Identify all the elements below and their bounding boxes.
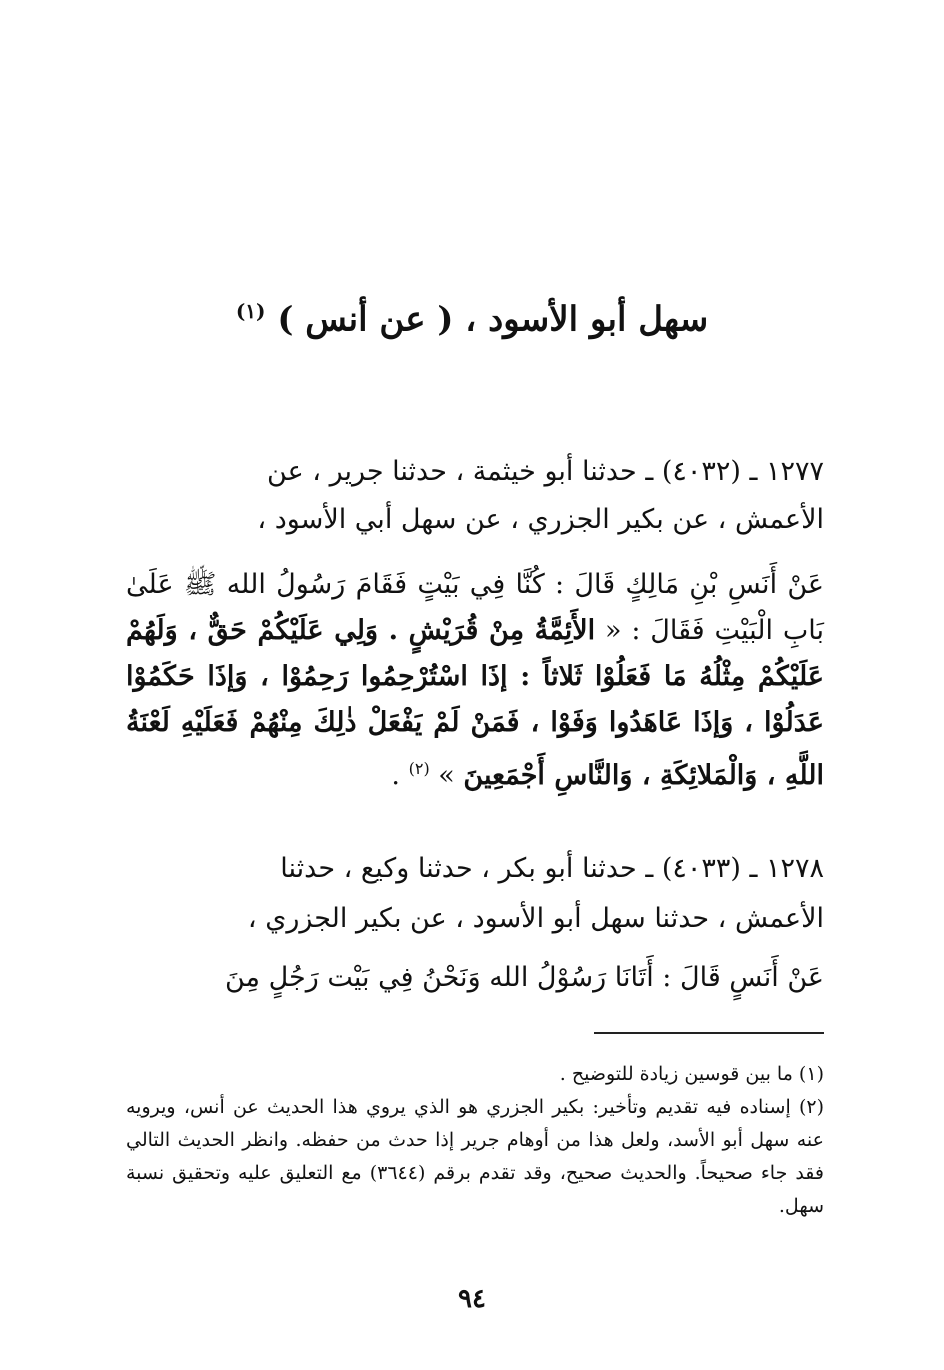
isnad-line: الأعمش ، حدثنا سهل أبو الأسود ، عن بكير الجزري ،	[247, 903, 824, 934]
isnad	[126, 844, 824, 944]
matn-end: .	[391, 760, 400, 791]
matn	[126, 954, 824, 1002]
isnad-line: ١٢٧٨ ـ (٤٠٣٣) ـ حدثنا أبو بكر ، حدثنا وكيع ، حدثنا	[280, 853, 824, 884]
footnote-separator	[594, 1032, 824, 1034]
hadith-entry-1277	[126, 448, 824, 799]
matn-intro: عَنْ أَنَسِ بْنِ مَالِكٍ قَالَ : كُنَّا فِي بَيْتٍ فَقَامَ رَسُولُ الله ﷺ عَلَىٰ بَابِ الْبَيْتِ فَقَالَ : «	[126, 569, 824, 646]
hadith-entry-1278	[126, 844, 824, 1002]
footnote-2: (٢) إسناده فيه تقديم وتأخير: بكير الجزري هو الذي يروي هذا الحديث عن أنس، ويرويه عنه سهل أبو الأسد، ولعل هذا من أوهام جرير إذا حدث من حفظه. وانظر الحديث التالي فقد جاء صحيحاً. والحديث صحيح، وقد تقدم برقم (٣٦٤٤) مع التعليق عليه وتحقيق نسبة سهل.	[126, 1096, 824, 1217]
page-number: ٩٤	[458, 1284, 486, 1314]
matn-hadith-text: الأَئِمَّةُ مِنْ قُرَيْشٍ . وَلِي عَلَيْكُمْ حَقٌّ ، وَلَهُمْ عَلَيْكُمْ مِثْلُهُ مَا فَعَلُوْا ثَلاثاً : إذَا اسْتُرْحِمُوا رَحِمُوْا ، وَإذَا حَكَمُوْا عَدَلُوْا ، وَإذَا عَاهَدُوا وَفَوْا ، فَمَنْ لَمْ يَفْعَلْ ذٰلِكَ مِنْهُمْ فَعَلَيْهِ لَعْنَةُ اللَّهِ ، وَالْمَلائِكَةِ ، وَالنَّاسِ أَجْمَعِينَ	[126, 615, 824, 791]
isnad-line: ١٢٧٧ ـ (٤٠٣٢) ـ حدثنا أبو خيثمة ، حدثنا جرير ، عن	[267, 456, 824, 487]
matn-intro: عَنْ أَنَسٍ قَالَ : أَتَانَا رَسُوْلُ الله وَنَحْنُ فِي بَيْت رَجُلٍ مِنَ	[224, 962, 824, 993]
matn-close-quote: »	[438, 760, 455, 791]
matn-footnote-ref: (٢)	[408, 759, 430, 778]
footnote-1: (١) ما بين قوسين زيادة للتوضيح .	[559, 1063, 824, 1085]
section-title-text: سهل أبو الأسود ، ( عن أنس )	[277, 299, 709, 340]
title-footnote-ref: (١)	[235, 298, 266, 323]
footnotes	[126, 1058, 824, 1223]
isnad	[126, 448, 824, 544]
section-title	[120, 281, 824, 349]
matn	[126, 562, 824, 799]
isnad-line: الأعمش ، عن بكير الجزري ، عن سهل أبي الأسود ،	[257, 504, 824, 535]
